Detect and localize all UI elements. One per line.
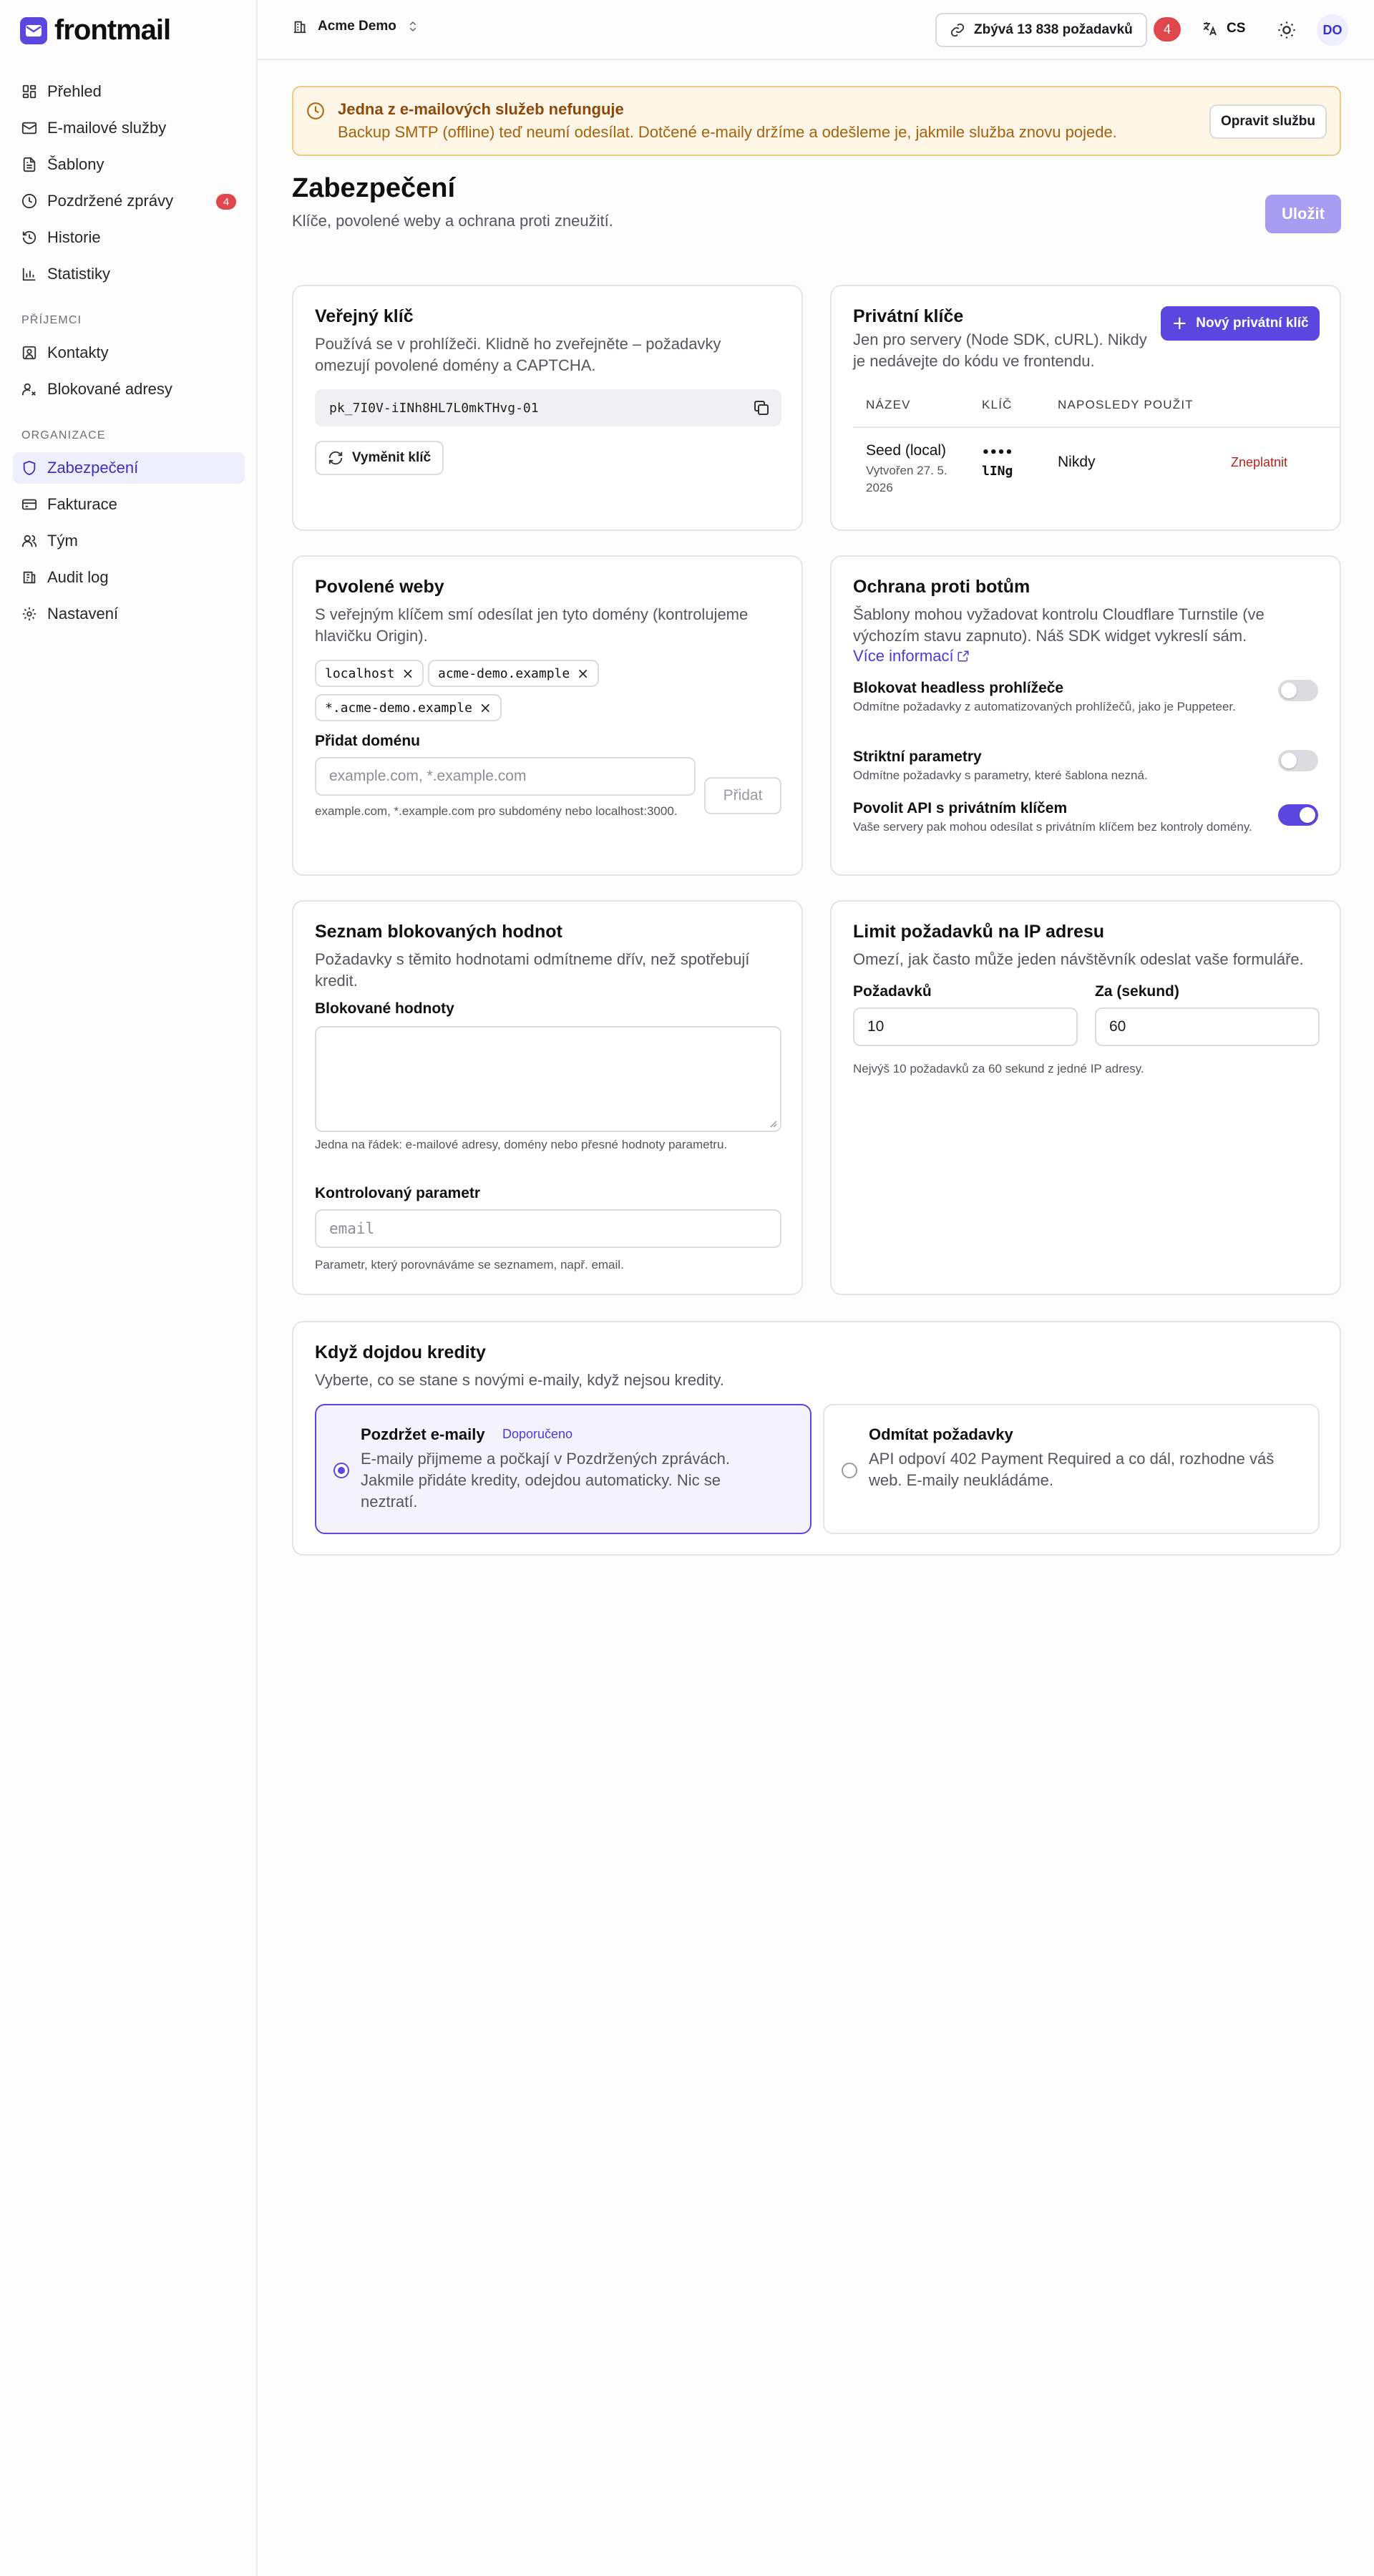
key-created: Vytvořen 27. 5. 2026 bbox=[866, 464, 947, 494]
link-icon bbox=[950, 22, 965, 38]
requests-input[interactable] bbox=[853, 1008, 1078, 1046]
headless-option-title: Blokovat headless prohlížeče bbox=[853, 680, 1064, 696]
hold-emails-option[interactable] bbox=[315, 1404, 812, 1534]
private-api-title: Povolit API s privátním klíčem bbox=[853, 800, 1068, 816]
headless-option-desc: Odmítne požadavky z automatizovaných prohlížečů, jako je Puppeteer. bbox=[853, 700, 1236, 713]
shield-icon bbox=[21, 460, 37, 476]
column-header-last-used: NAPOSLEDY POUŽIT bbox=[1058, 398, 1194, 411]
sidebar-item-label: Blokované adresy bbox=[47, 380, 172, 398]
headless-toggle[interactable] bbox=[1278, 680, 1318, 701]
held-count-badge: 4 bbox=[216, 194, 236, 210]
strict-params-desc: Odmítne požadavky s parametry, které šablona nezná. bbox=[853, 769, 1148, 782]
credits-text: Zbývá 13 838 požadavků bbox=[974, 22, 1133, 37]
sidebar-item-label: Tým bbox=[47, 532, 78, 550]
checked-param-placeholder: email bbox=[329, 1220, 375, 1237]
dashboard-icon bbox=[21, 84, 37, 99]
allowed-sites-card bbox=[292, 555, 803, 876]
rate-limit-hint: Nejvýš 10 požadavků za 60 sekund z jedné IP adresy. bbox=[853, 1062, 1144, 1075]
clock-icon bbox=[306, 102, 325, 120]
strict-params-title: Striktní parametry bbox=[853, 748, 982, 765]
card-title: Limit požadavků na IP adresu bbox=[853, 922, 1105, 942]
history-icon bbox=[21, 230, 37, 245]
language-switcher[interactable] bbox=[1201, 20, 1245, 37]
domain-chip bbox=[315, 694, 502, 721]
card-description: Šablony mohou vyžadovat kontrolu Cloudflare Turnstile (ve výchozím stavu zapnuto). Náš SDK widget vykreslí sám. bbox=[853, 605, 1265, 645]
mail-icon bbox=[21, 120, 37, 136]
checked-param-input[interactable] bbox=[315, 1209, 781, 1248]
column-header-name: NÁZEV bbox=[866, 398, 911, 411]
card-title: Seznam blokovaných hodnot bbox=[315, 922, 562, 942]
clock-icon bbox=[21, 193, 37, 209]
card-description: Omezí, jak často může jeden návštěvník odeslat vaše formuláře. bbox=[853, 950, 1304, 968]
gear-icon bbox=[21, 606, 37, 622]
copy-icon[interactable] bbox=[753, 399, 770, 416]
column-header-key: KLÍČ bbox=[982, 398, 1013, 411]
public-key-text: pk_7I0V-iINh8HL7L0mkTHvg-01 bbox=[329, 400, 539, 416]
seconds-label: Za (sekund) bbox=[1095, 983, 1179, 1000]
blocked-values-hint: Jedna na řádek: e-mailové adresy, domény nebo přesné hodnoty parametru. bbox=[315, 1138, 728, 1151]
radio-button-selected[interactable] bbox=[333, 1463, 349, 1478]
learn-more-label: Více informací bbox=[853, 647, 954, 665]
card-description: Jen pro servery (Node SDK, cURL). Nikdy je nedávejte do kódu ve frontendu. bbox=[853, 331, 1147, 370]
sidebar-item-statistics[interactable] bbox=[13, 258, 245, 290]
translate-icon bbox=[1201, 20, 1218, 37]
resize-handle-icon[interactable] bbox=[769, 1119, 777, 1128]
remove-chip-icon[interactable]: × bbox=[577, 665, 589, 682]
page-subtitle: Klíče, povolené weby a ochrana proti zneužití. bbox=[292, 212, 613, 230]
domain-chip bbox=[315, 660, 424, 687]
reject-requests-option[interactable] bbox=[823, 1404, 1320, 1534]
sidebar-section-organization: ORGANIZACE bbox=[21, 429, 106, 441]
sidebar-item-audit-log[interactable] bbox=[13, 562, 245, 593]
blocklist-card bbox=[292, 900, 803, 1295]
strict-params-toggle[interactable] bbox=[1278, 750, 1318, 771]
alert-text: Backup SMTP (offline) teď neumí odesílat. Dotčené e-maily držíme a odešleme je, jakmile služba znovu pojede. bbox=[338, 123, 1117, 141]
add-domain-input[interactable] bbox=[315, 757, 696, 796]
option-description: E-maily přijmeme a počkají v Pozdržených zprávách. Jakmile přidáte kredity, odejdou automaticky. Nic se neztratí. bbox=[361, 1450, 730, 1511]
service-down-alert bbox=[292, 86, 1341, 156]
save-button[interactable]: Uložit bbox=[1265, 195, 1341, 233]
contact-icon bbox=[21, 345, 37, 361]
key-last-used: Nikdy bbox=[1058, 454, 1096, 470]
notification-badge[interactable]: 4 bbox=[1154, 17, 1181, 42]
user-block-icon bbox=[21, 381, 37, 397]
option-title: Pozdržet e-maily bbox=[361, 1425, 485, 1443]
sidebar-item-label: Audit log bbox=[47, 568, 109, 586]
external-link-icon bbox=[957, 650, 970, 663]
plus-icon: + bbox=[1171, 313, 1188, 334]
team-icon bbox=[21, 533, 37, 549]
avatar[interactable]: DO bbox=[1317, 14, 1348, 46]
rotate-key-button[interactable] bbox=[315, 441, 444, 475]
sidebar-section-recipients: PŘÍJEMCI bbox=[21, 314, 82, 326]
rate-limit-card bbox=[830, 900, 1341, 1295]
public-key-card bbox=[292, 285, 803, 531]
private-api-desc: Vaše servery pak mohou odesílat s privátním klíčem bez kontroly domény. bbox=[853, 820, 1252, 834]
checked-param-label: Kontrolovaný parametr bbox=[315, 1185, 481, 1201]
sidebar-item-label: Přehled bbox=[47, 82, 102, 100]
out-of-credits-card bbox=[292, 1321, 1341, 1556]
logo[interactable] bbox=[20, 14, 170, 47]
card-title: Ochrana proti botům bbox=[853, 577, 1030, 597]
checked-param-hint: Parametr, který porovnáváme se seznamem, např. email. bbox=[315, 1258, 624, 1272]
domain-chip bbox=[428, 660, 599, 687]
sidebar-item-history[interactable] bbox=[13, 222, 245, 253]
sidebar-item-label: Zabezpečení bbox=[47, 459, 139, 477]
requests-value: 10 bbox=[867, 1018, 885, 1035]
logo-text: frontmail bbox=[54, 14, 171, 46]
learn-more-link[interactable] bbox=[853, 647, 970, 665]
sidebar-item-label: Nastavení bbox=[47, 605, 119, 623]
audit-icon bbox=[21, 570, 37, 585]
card-title: Když dojdou kredity bbox=[315, 1342, 486, 1362]
sidebar-item-label: E-mailové služby bbox=[47, 119, 167, 137]
sidebar-item-label: Kontakty bbox=[47, 343, 109, 361]
sidebar-item-billing[interactable] bbox=[13, 489, 245, 520]
card-title: Povolené weby bbox=[315, 577, 444, 597]
logo-mail-icon bbox=[20, 17, 47, 44]
card-description: Používá se v prohlížeči. Klidně ho zveřejněte – požadavky omezují povolené domény a CAPTCHA. bbox=[315, 335, 721, 374]
remove-chip-icon[interactable]: × bbox=[401, 665, 414, 682]
card-title: Veřejný klíč bbox=[315, 306, 414, 326]
sidebar-nav bbox=[13, 76, 245, 635]
option-title: Odmítat požadavky bbox=[869, 1425, 1013, 1443]
org-switcher[interactable] bbox=[292, 19, 419, 34]
sidebar-item-settings[interactable] bbox=[13, 598, 245, 630]
credits-remaining-button[interactable] bbox=[935, 13, 1147, 47]
sidebar-item-label: Historie bbox=[47, 228, 101, 246]
domain-chip-label: acme-demo.example bbox=[438, 665, 570, 681]
language-code: CS bbox=[1227, 21, 1246, 36]
add-domain-label: Přidat doménu bbox=[315, 733, 421, 749]
requests-label: Požadavků bbox=[853, 983, 932, 1000]
sidebar-item-label: Fakturace bbox=[47, 495, 117, 513]
seconds-input[interactable] bbox=[1095, 1008, 1320, 1046]
chart-icon bbox=[21, 266, 37, 282]
rotate-key-label: Vyměnit klíč bbox=[351, 450, 432, 465]
sun-icon[interactable] bbox=[1277, 20, 1297, 40]
sidebar-item-label: Pozdržené zprávy bbox=[47, 192, 174, 210]
top-header bbox=[258, 0, 1374, 60]
key-name: Seed (local) bbox=[866, 442, 947, 459]
domain-chip-label: *.acme-demo.example bbox=[325, 700, 472, 716]
refresh-icon bbox=[328, 450, 344, 466]
sidebar-item-security[interactable] bbox=[13, 452, 245, 484]
sidebar-item-email-services[interactable] bbox=[13, 112, 245, 144]
sidebar bbox=[0, 0, 258, 2576]
private-api-toggle[interactable] bbox=[1278, 804, 1318, 826]
domain-chip-label: localhost bbox=[325, 665, 395, 681]
fix-service-button[interactable]: Opravit službu bbox=[1209, 104, 1327, 139]
key-mask: •••• bbox=[982, 445, 1013, 460]
building-icon bbox=[292, 19, 308, 34]
credit-card-icon bbox=[21, 497, 37, 512]
sidebar-item-team[interactable] bbox=[13, 525, 245, 557]
org-name: Acme Demo bbox=[318, 19, 396, 34]
add-domain-hint: example.com, *.example.com pro subdomény nebo localhost:3000. bbox=[315, 804, 678, 818]
private-keys-card bbox=[830, 285, 1341, 531]
sidebar-item-overview[interactable] bbox=[13, 76, 245, 107]
sidebar-item-templates[interactable] bbox=[13, 149, 245, 180]
card-description: S veřejným klíčem smí odesílat jen tyto domény (kontrolujeme hlavičku Origin). bbox=[315, 605, 749, 645]
radio-button[interactable] bbox=[842, 1463, 857, 1478]
alert-title: Jedna z e-mailových služeb nefunguje bbox=[338, 100, 624, 118]
new-private-key-label: Nový privátní klíč bbox=[1196, 316, 1309, 331]
card-description: Požadavky s těmito hodnotami odmítneme dřív, než spotřebují kredit. bbox=[315, 950, 750, 990]
bot-protection-card bbox=[830, 555, 1341, 876]
sidebar-item-contacts[interactable] bbox=[13, 337, 245, 369]
add-domain-button[interactable]: Přidat bbox=[704, 777, 781, 814]
key-suffix: lINg bbox=[982, 464, 1013, 479]
card-description: Vyberte, co se stane s novými e-maily, když nejsou kredity. bbox=[315, 1371, 724, 1389]
sidebar-item-held-messages[interactable] bbox=[13, 185, 245, 217]
sidebar-item-label: Statistiky bbox=[47, 265, 111, 283]
blocked-values-textarea[interactable] bbox=[315, 1026, 781, 1132]
option-description: API odpoví 402 Payment Required a co dál, rozhodne váš web. E-maily neukládáme. bbox=[869, 1450, 1275, 1489]
card-title: Privátní klíče bbox=[853, 306, 964, 326]
sidebar-item-label: Šablony bbox=[47, 155, 104, 173]
new-private-key-button[interactable] bbox=[1161, 306, 1320, 341]
revoke-key-button[interactable]: Zneplatnit bbox=[1231, 455, 1288, 469]
table-divider bbox=[853, 426, 1340, 428]
remove-chip-icon[interactable]: × bbox=[479, 699, 492, 716]
sidebar-item-blocked-addresses[interactable] bbox=[13, 374, 245, 405]
document-icon bbox=[21, 157, 37, 172]
seconds-value: 60 bbox=[1109, 1018, 1126, 1035]
blocked-values-label: Blokované hodnoty bbox=[315, 1000, 454, 1017]
chevron-up-down-icon bbox=[406, 20, 419, 33]
add-domain-placeholder: example.com, *.example.com bbox=[329, 768, 527, 784]
page-title: Zabezpečení bbox=[292, 173, 456, 203]
recommended-badge: Doporučeno bbox=[502, 1427, 573, 1441]
public-key-value[interactable] bbox=[315, 389, 781, 426]
